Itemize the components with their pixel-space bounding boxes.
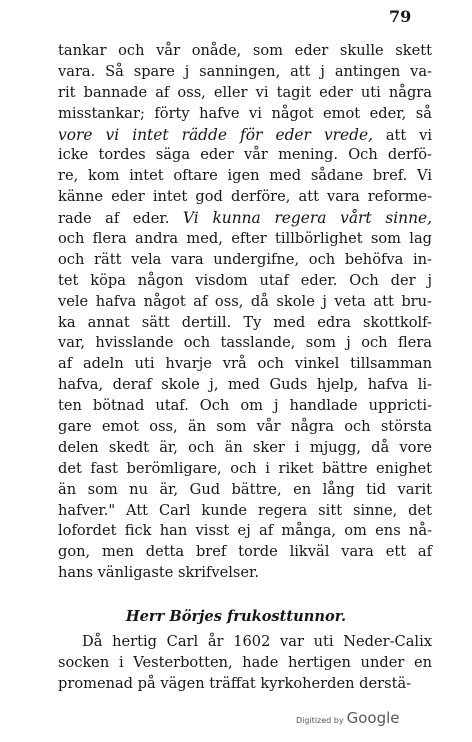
text-line: hafver." Att Carl kunde regera sitt sinne, det bbox=[58, 501, 432, 519]
emphasized-text: vore vi intet rädde för eder vrede, bbox=[58, 125, 373, 144]
text-line: Då hertig Carl år 1602 var uti Neder-Calix bbox=[82, 633, 432, 650]
text-line: tet köpa någon visdom utaf eder. Och der j bbox=[58, 271, 432, 289]
text-line: lofordet fick han visst ej af många, om ens nå- bbox=[58, 522, 432, 540]
text-line: och flera andra med, efter tillbörlighet som lag bbox=[58, 230, 432, 248]
text-line: gare emot oss, än som vår några och största bbox=[58, 418, 432, 436]
section-title: Herr Börjes frukosttunnor. bbox=[125, 608, 347, 625]
text-line: vele hafva något af oss, då skole j veta att bru- bbox=[58, 292, 432, 310]
text-line: rit bannade af oss, eller vi tagit eder uti några bbox=[58, 83, 432, 101]
digitized-watermark bbox=[296, 708, 400, 727]
text-line: promenad på vägen träffat kyrkoherden derstä- bbox=[58, 674, 412, 692]
paragraph-main bbox=[58, 41, 432, 584]
text-line: och rätt vela vara undergifne, och behöfva in- bbox=[58, 250, 432, 268]
text-line: vara. Så spare j sanningen, att j antingen va- bbox=[58, 62, 432, 80]
text-line: än som nu är, Gud bättre, en lång tid varit bbox=[58, 480, 432, 498]
digitized-prefix: Digitized by bbox=[296, 716, 344, 725]
text-run: rade af eder. bbox=[58, 210, 183, 228]
text-line bbox=[58, 208, 432, 229]
text-line: hafva, deraf skole j, med Guds hjelp, hafva li- bbox=[58, 376, 432, 394]
emphasized-text: Vi kunna regera vårt sinne, bbox=[182, 209, 432, 228]
text-line: socken i Vesterbotten, hade hertigen under en bbox=[58, 653, 432, 671]
text-line: ka annat sätt dertill. Ty med edra skottkolf- bbox=[58, 313, 432, 331]
text-line: re, kom intet oftare igen med sådane bref. Vi bbox=[58, 167, 432, 185]
text-line: delen skedt är, och än sker i mjugg, då vore bbox=[58, 438, 432, 456]
text-line: det fast berömligare, och i riket bättre enighet bbox=[58, 459, 432, 477]
paragraph-next bbox=[58, 632, 432, 695]
text-line: misstankar; förty hafve vi något emot eder, så bbox=[58, 104, 432, 122]
text-line: icke tordes säga eder vår mening. Och derfö- bbox=[58, 146, 432, 164]
text-line: gon, men detta bref torde likväl vara ett af bbox=[58, 543, 432, 561]
text-line: ten bötnad utaf. Och om j handlade uppricti- bbox=[58, 397, 432, 415]
page-number: 79 bbox=[389, 7, 412, 26]
text-line: hans vänligaste skrifvelser. bbox=[58, 564, 260, 582]
text-line bbox=[58, 125, 432, 146]
google-logo-text: Google bbox=[346, 709, 400, 727]
text-run: att vi bbox=[372, 126, 432, 144]
text-line: känne eder intet god derföre, att vara reforme- bbox=[58, 188, 432, 206]
text-line: tankar och vår onåde, som eder skulle skett bbox=[58, 42, 432, 59]
text-line: af adeln uti hvarje vrå och vinkel tillsamman bbox=[58, 355, 432, 373]
text-line: var, hvisslande och tasslande, som j och flera bbox=[58, 334, 432, 352]
